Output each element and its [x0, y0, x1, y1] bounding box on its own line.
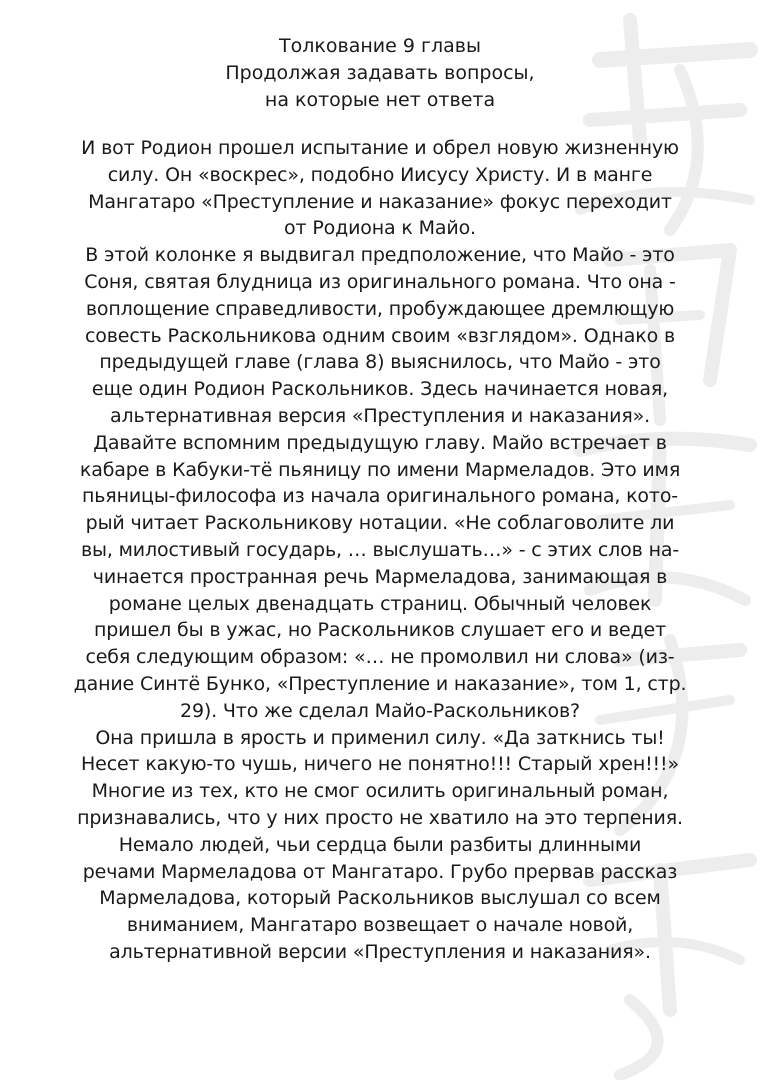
body-line: себя следующим образом: «… не промолвил ни слова» (из-: [85, 646, 675, 669]
body-line: кабаре в Кабуки-тё пьяницу по имени Мармеладов. Это имя: [79, 458, 681, 481]
body-line: воплощение справедливости, пробуждающее дремлющую: [85, 297, 675, 320]
heading-line: на которые нет ответа: [264, 89, 496, 111]
body-line: романе целых двенадцать страниц. Обычный человек: [108, 592, 652, 615]
body-line: совесть Раскольникова одним своим «взглядом». Однако в: [84, 324, 676, 347]
body-line: альтернативной версии «Преступления и наказания».: [109, 940, 651, 963]
body-line: Соня, святая блудница из оригинального романа. Что она -: [84, 270, 676, 293]
body-line: признавались, что у них просто не хватило на это терпения.: [77, 806, 683, 829]
body-line: силу. Он «воскрес», подобно Иисусу Христу. И в манге: [107, 163, 653, 186]
heading-line: Толкование 9 главы: [279, 35, 481, 57]
body-line: Немало людей, чьи сердца были разбиты длинными: [118, 833, 642, 856]
watermark-stroke: [620, 1000, 658, 1075]
body-line: еще один Родион Раскольников. Здесь начинается новая,: [91, 378, 669, 401]
body-line: Несет какую-то чушь, ничего не понятно!!! Старый хрен!!!»: [81, 753, 679, 776]
body-line: альтернативная версия «Преступления и наказания».: [110, 404, 650, 427]
body-line: 29). Что же сделал Майо-Раскольников?: [180, 699, 580, 722]
body-line: чинается пространная речь Мармеладова, занимающая в: [92, 565, 668, 588]
body-line: Многие из тех, кто не смог осилить оригинальный роман,: [91, 780, 669, 803]
body-line: речами Мармеладова от Мангатаро. Грубо прервав рассказ: [82, 860, 678, 883]
body-line: пьяницы-философа из начала оригинального романа, кото-: [81, 485, 679, 508]
body-line: вниманием, Мангатаро возвещает о начале новой,: [126, 914, 634, 937]
body-line: Мармеладова, который Раскольников выслушал со всем: [99, 887, 661, 910]
body-line: И вот Родион прошел испытание и обрел новую жизненную: [81, 137, 679, 159]
body-line: Давайте вспомним предыдущую главу. Майо встречает в: [93, 431, 667, 454]
body-line: предыдущей главе (глава 8) выяснилось, что Майо - это: [99, 351, 661, 374]
body-line: Мангатаро «Преступление и наказание» фокус переходит: [88, 190, 672, 213]
body-line: пришел бы в ужас, но Раскольников слушает его и ведет: [93, 619, 666, 642]
body-line: дание Синтё Бунко, «Преступление и наказание», том 1, стр.: [73, 672, 687, 695]
heading-line: Продолжая задавать вопросы,: [225, 62, 535, 84]
body-line: вы, милостивый государь, … выслушать…» - с этих слов на-: [80, 538, 680, 561]
body-line: от Родиона к Майо.: [284, 217, 476, 240]
body-line: В этой колонке я выдвигал предположение, что Майо - это: [85, 244, 675, 267]
column-body: [0, 135, 760, 966]
body-line: рый читает Раскольникову нотации. «Не соблаговолите ли: [85, 512, 675, 535]
body-line: Она пришла в ярость и применил силу. «Да заткнись ты!: [95, 726, 665, 749]
column-heading: [0, 33, 760, 114]
